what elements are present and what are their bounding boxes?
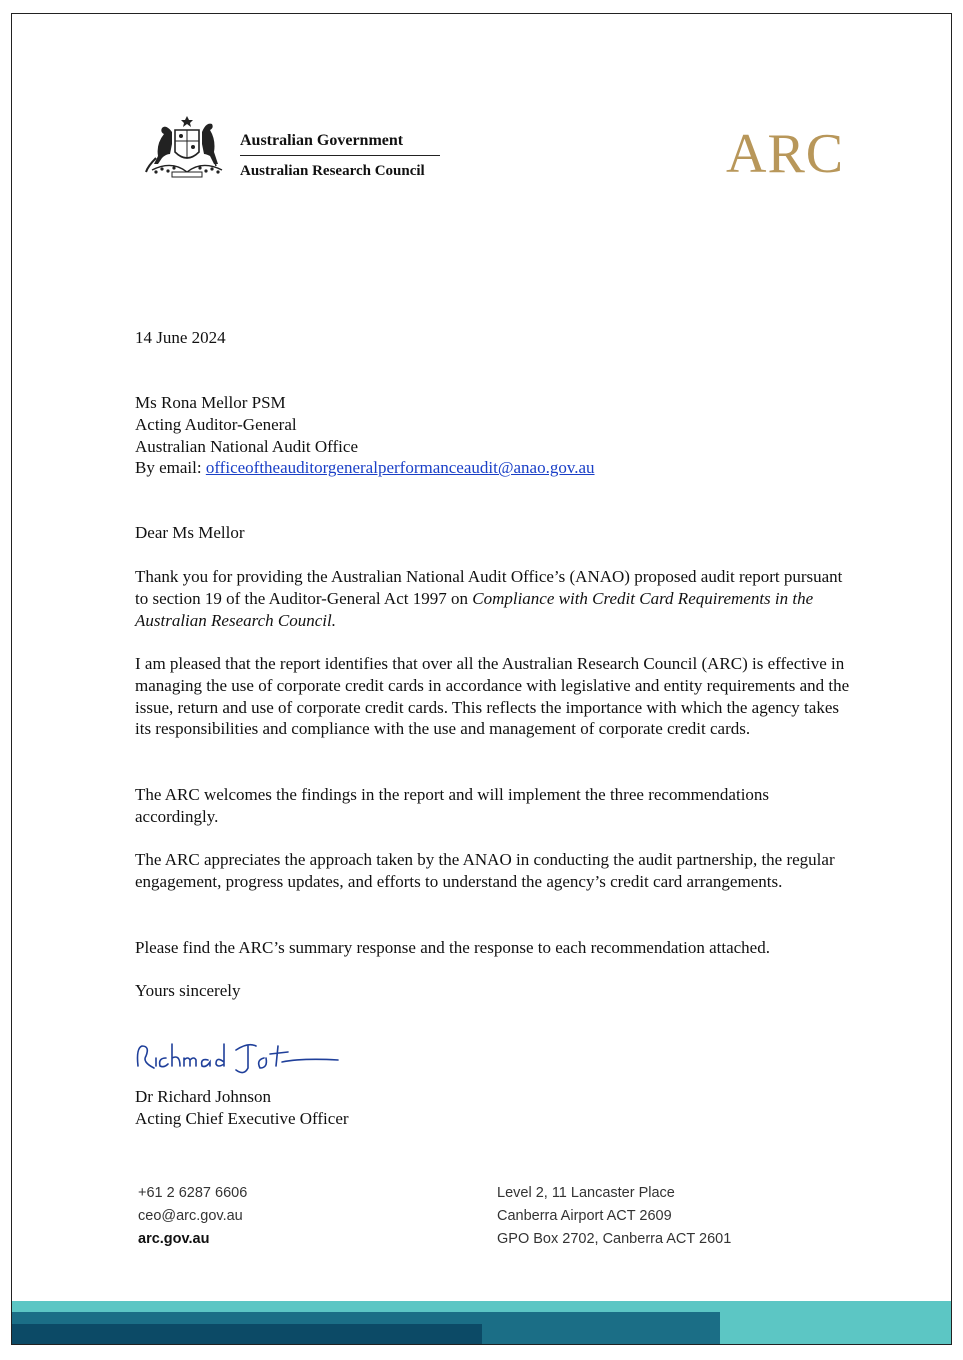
paragraph-recommendations: The ARC welcomes the findings in the report and will implement the three recommendations accordingly. (135, 785, 770, 826)
letterhead-divider (240, 155, 440, 156)
footer-phone: +61 2 6287 6606 (138, 1185, 248, 1201)
report-title: Compliance with Credit Card Requirements in the Australian Research Council. (135, 588, 814, 630)
footer-band-dark (12, 1324, 482, 1345)
government-identity (240, 131, 440, 180)
recipient-name: Ms Rona Mellor PSM (135, 393, 286, 412)
closing: Yours sincerely (135, 981, 241, 1000)
paragraph-intro (135, 566, 855, 631)
email-prefix: By email: (135, 458, 206, 478)
footer-address-line2: Canberra Airport ACT 2609 (497, 1208, 672, 1224)
recipient-block (135, 392, 855, 479)
footer-contact (138, 1182, 247, 1251)
arc-logo: ARC (726, 123, 845, 185)
salutation: Dear Ms Mellor (135, 523, 245, 542)
signatory-title: Acting Chief Executive Officer (135, 1108, 349, 1128)
letter-page (11, 13, 952, 1345)
paragraph-attachment: Please find the ARC’s summary response and the response to each recommendation attached. (135, 938, 770, 957)
paragraph-appreciation: The ARC appreciates the approach taken by the ANAO in conducting the audit partnership, the regular engagement, progress updates, and efforts to understand the agency’s credit card arrangements. (135, 850, 835, 891)
footer-address-line3: GPO Box 2702, Canberra ACT 2601 (497, 1231, 732, 1247)
recipient-title: Acting Auditor-General (135, 414, 297, 434)
paragraph-intro-text: Thank you for providing the Australian National Audit Office’s (ANAO) proposed audit report pursuant to section 19 of the Auditor-General Act 1997 on (135, 567, 843, 608)
handwritten-signature (132, 1036, 342, 1076)
letter-date: 14 June 2024 (135, 328, 226, 347)
council-name: Australian Research Council (240, 163, 425, 179)
footer-address (497, 1182, 731, 1251)
coat-of-arms-icon (142, 114, 232, 182)
footer-email: ceo@arc.gov.au (138, 1208, 243, 1224)
recipient-email-link[interactable]: officeoftheauditorgeneralperformanceaudit@anao.gov.au (205, 458, 595, 478)
footer-website: arc.gov.au (138, 1231, 210, 1247)
recipient-organisation: Australian National Audit Office (135, 436, 358, 456)
recipient-email-line (135, 457, 855, 479)
signatory-name: Dr Richard Johnson (135, 1087, 271, 1106)
paragraph-findings: I am pleased that the report identifies that over all the Australian Research Council (ARC) is effective in managing the use of corporate credit cards in accordance with legislative and entity requirements and the issue, return and use of corporate credit cards. This reflects the importance with which the agency takes its responsibilities and compliance with the use and management of corporate credit cards. (135, 654, 850, 739)
footer-address-line1: Level 2, 11 Lancaster Place (497, 1185, 675, 1201)
signatory-block (135, 1086, 855, 1130)
government-name: Australian Government (240, 132, 404, 149)
